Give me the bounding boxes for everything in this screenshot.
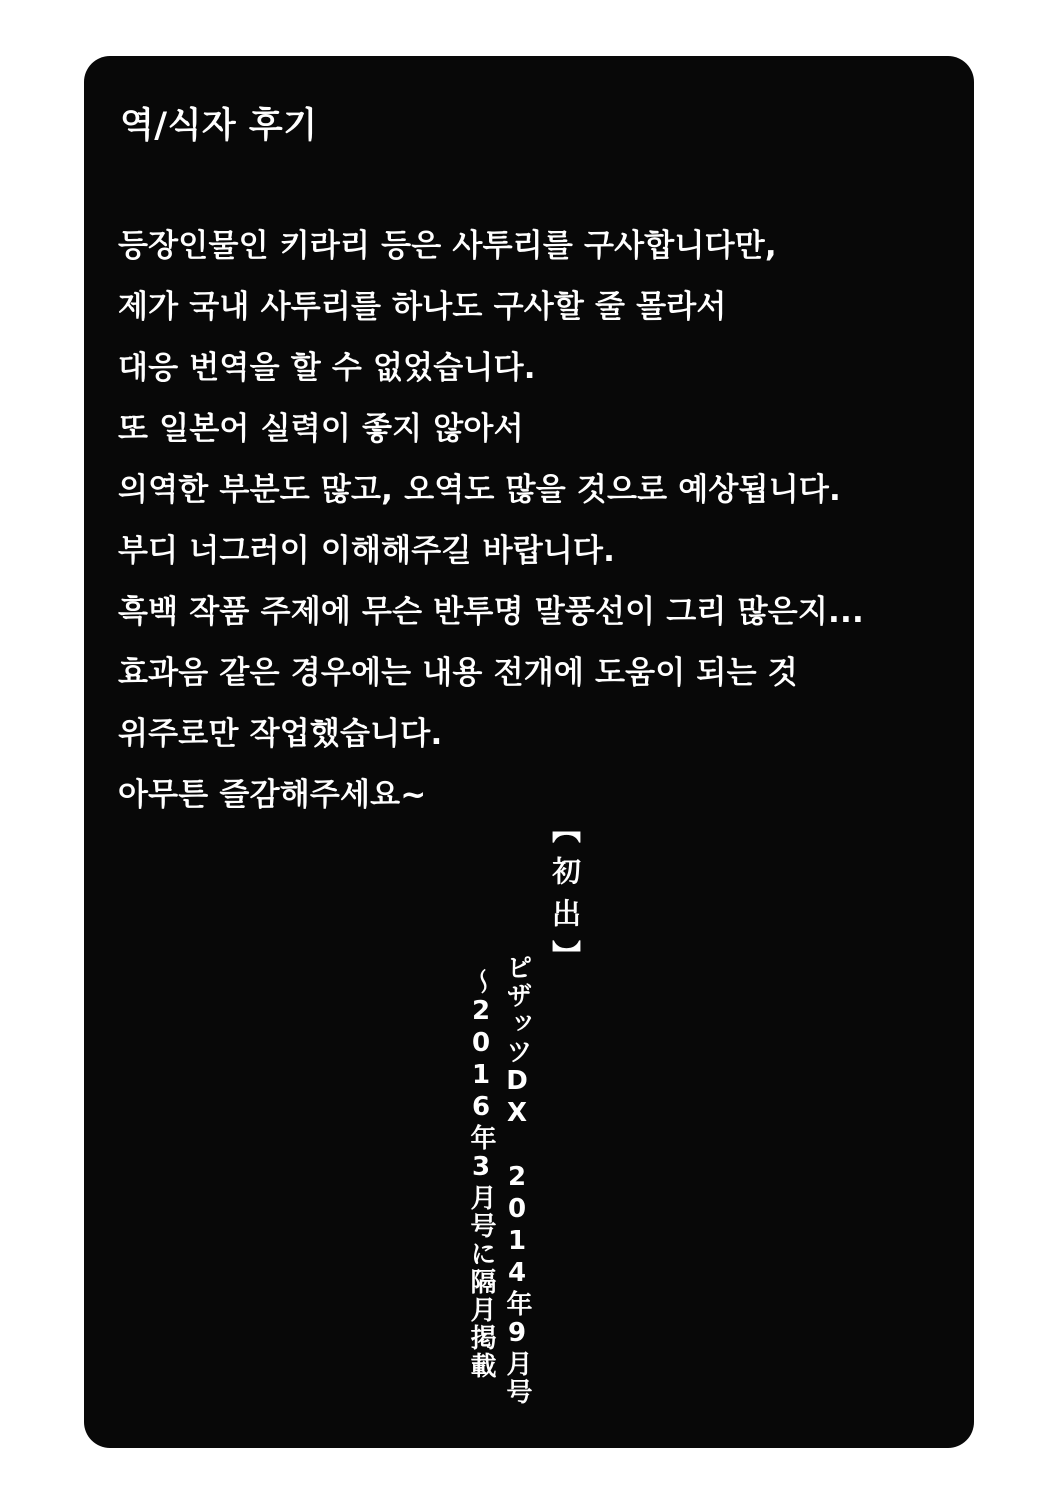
afterword-line: 제가 국내 사투리를 하나도 구사할 줄 몰라서: [118, 289, 727, 325]
afterword-line: 위주로만 작업했습니다.: [118, 716, 443, 752]
afterword-line: 흑백 작품 주제에 무슨 반투명 말풍선이 그리 많은지...: [118, 594, 864, 630]
page-title: 역/식자 후기: [120, 106, 318, 146]
source-note-bracket-label: 【初出】: [548, 814, 582, 982]
afterword-line: 아무튼 즐감해주세요~: [118, 777, 427, 813]
afterword-line: 의역한 부분도 많고, 오역도 많을 것으로 예상됩니다.: [118, 472, 841, 508]
afterword-text: [118, 216, 958, 826]
source-note-column-right: ピザッツDX 2014年9月号: [502, 954, 532, 1406]
source-note: [466, 814, 646, 1404]
afterword-line: 또 일본어 실력이 좋지 않아서: [118, 411, 524, 447]
afterword-line: 부디 너그러이 이해해주길 바랍니다.: [118, 533, 616, 569]
source-note-columns: [466, 954, 532, 1406]
afterword-line: 대응 번역을 할 수 없었습니다.: [118, 350, 536, 386]
afterword-line: 효과음 같은 경우에는 내용 전개에 도움이 되는 것: [118, 655, 798, 691]
source-note-column-left: 〜2016年3月号に隔月掲載: [466, 968, 496, 1380]
afterword-line: 등장인물인 키라리 등은 사투리를 구사합니다만,: [118, 228, 777, 264]
afterword-panel: [84, 56, 974, 1448]
